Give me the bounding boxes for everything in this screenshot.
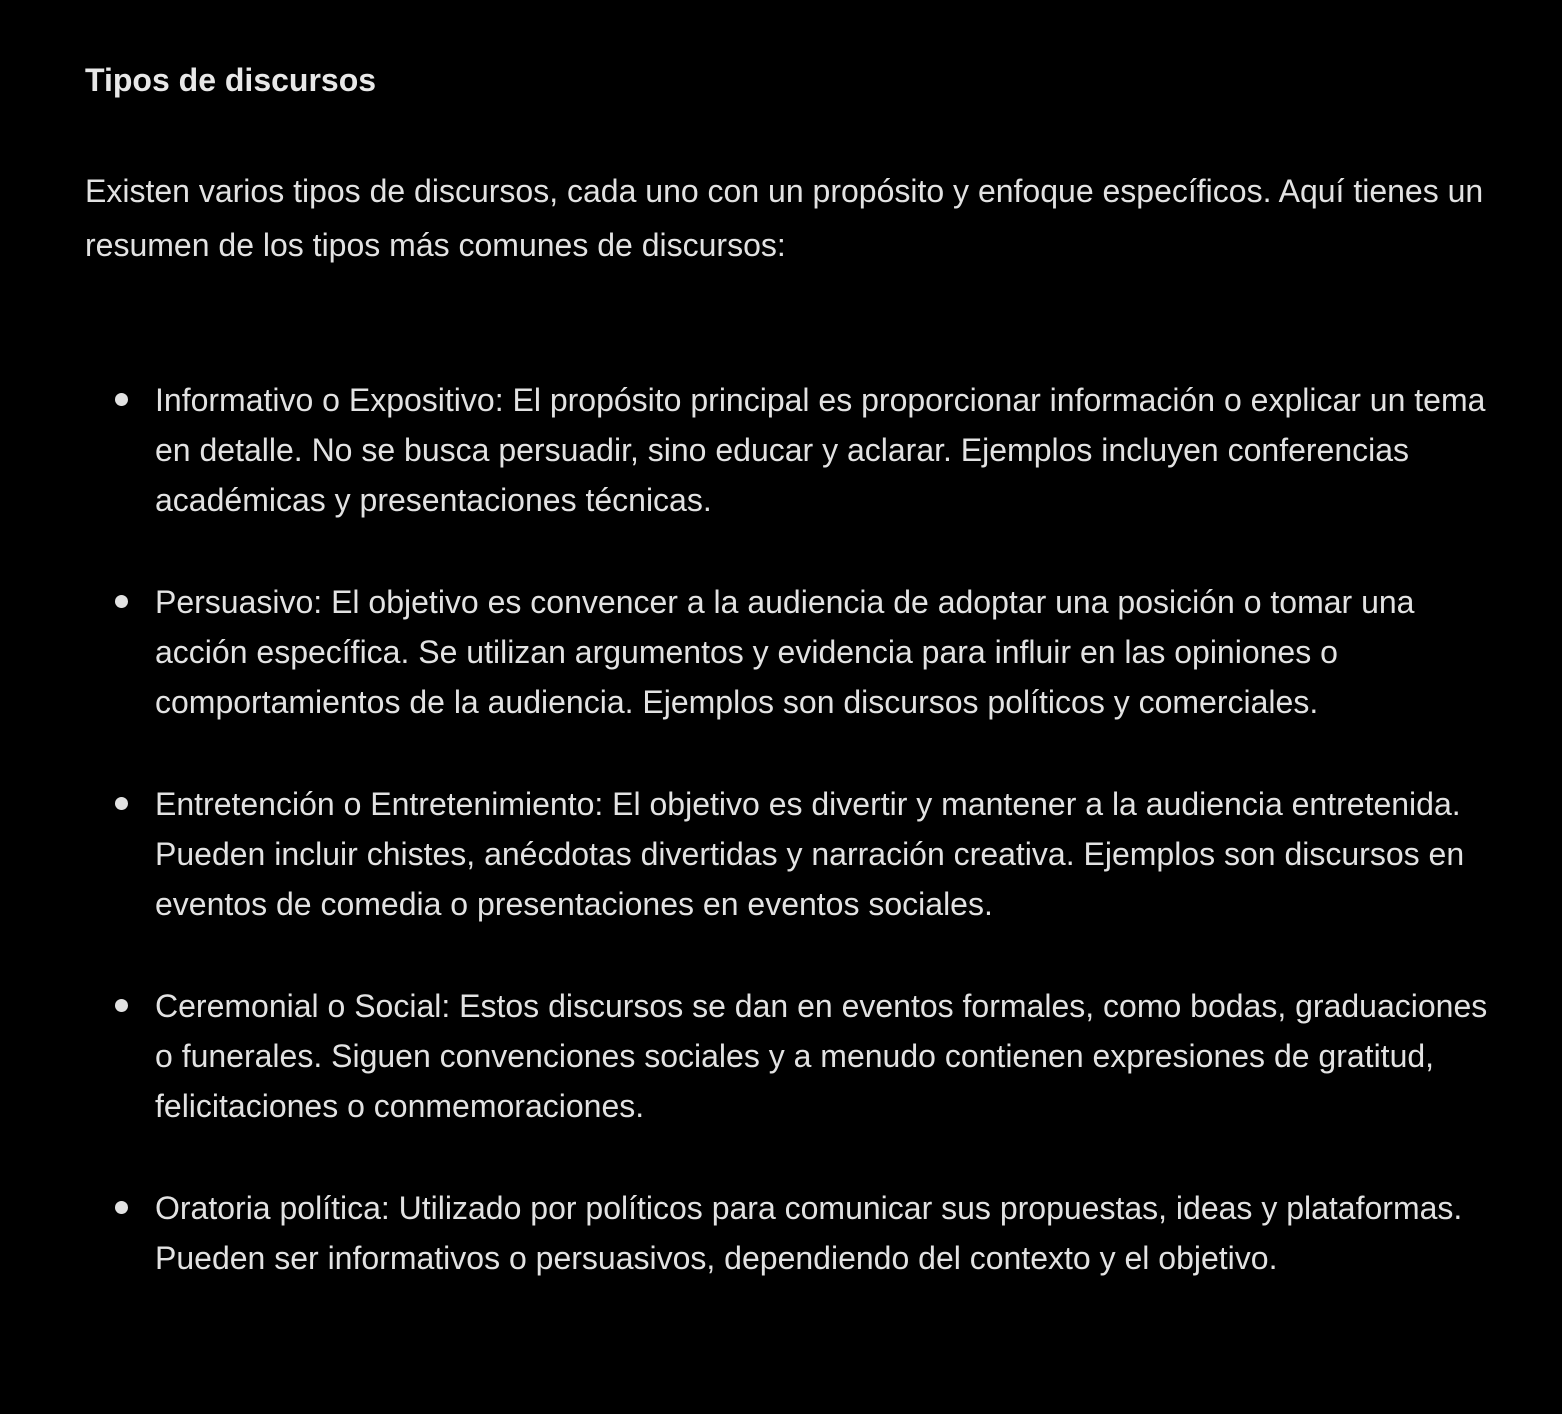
list-item-text: Oratoria política: Utilizado por políticos para comunicar sus propuestas, ideas y plataformas. Pueden ser informativos o persuasivos, dependiendo del contexto y el objetivo.	[155, 1190, 1463, 1276]
bullet-icon	[115, 1201, 128, 1214]
discourse-types-list	[85, 375, 1492, 1283]
bullet-icon	[115, 797, 128, 810]
bullet-icon	[115, 393, 128, 406]
list-item-text: Persuasivo: El objetivo es convencer a la audiencia de adoptar una posición o tomar una acción específica. Se utilizan argumentos y evidencia para influir en las opiniones o comportamientos de la audiencia. Ejemplos son discursos políticos y comerciales.	[155, 584, 1415, 720]
list-item-text: Ceremonial o Social: Estos discursos se dan en eventos formales, como bodas, graduaciones o funerales. Siguen convenciones sociales y a menudo contienen expresiones de gratitud, felicitaciones o conmemoraciones.	[155, 988, 1488, 1124]
document-title: Tipos de discursos	[85, 62, 377, 98]
bullet-icon	[115, 999, 128, 1012]
bullet-icon	[115, 595, 128, 608]
list-item	[85, 1183, 1492, 1283]
list-item	[85, 375, 1492, 525]
list-item	[85, 577, 1492, 727]
list-item	[85, 779, 1492, 929]
list-item-text: Entretención o Entretenimiento: El objetivo es divertir y mantener a la audiencia entretenida. Pueden incluir chistes, anécdotas divertidas y narración creativa. Ejemplos son discursos en eventos de comedia o presentaciones en eventos sociales.	[155, 786, 1465, 922]
list-item	[85, 981, 1492, 1131]
intro-paragraph: Existen varios tipos de discursos, cada uno con un propósito y enfoque específicos. Aquí tienes un resumen de los tipos más comunes de discursos:	[85, 173, 1484, 263]
list-item-text: Informativo o Expositivo: El propósito principal es proporcionar información o explicar un tema en detalle. No se busca persuadir, sino educar y aclarar. Ejemplos incluyen conferencias académicas y presentaciones técnicas.	[155, 382, 1486, 518]
